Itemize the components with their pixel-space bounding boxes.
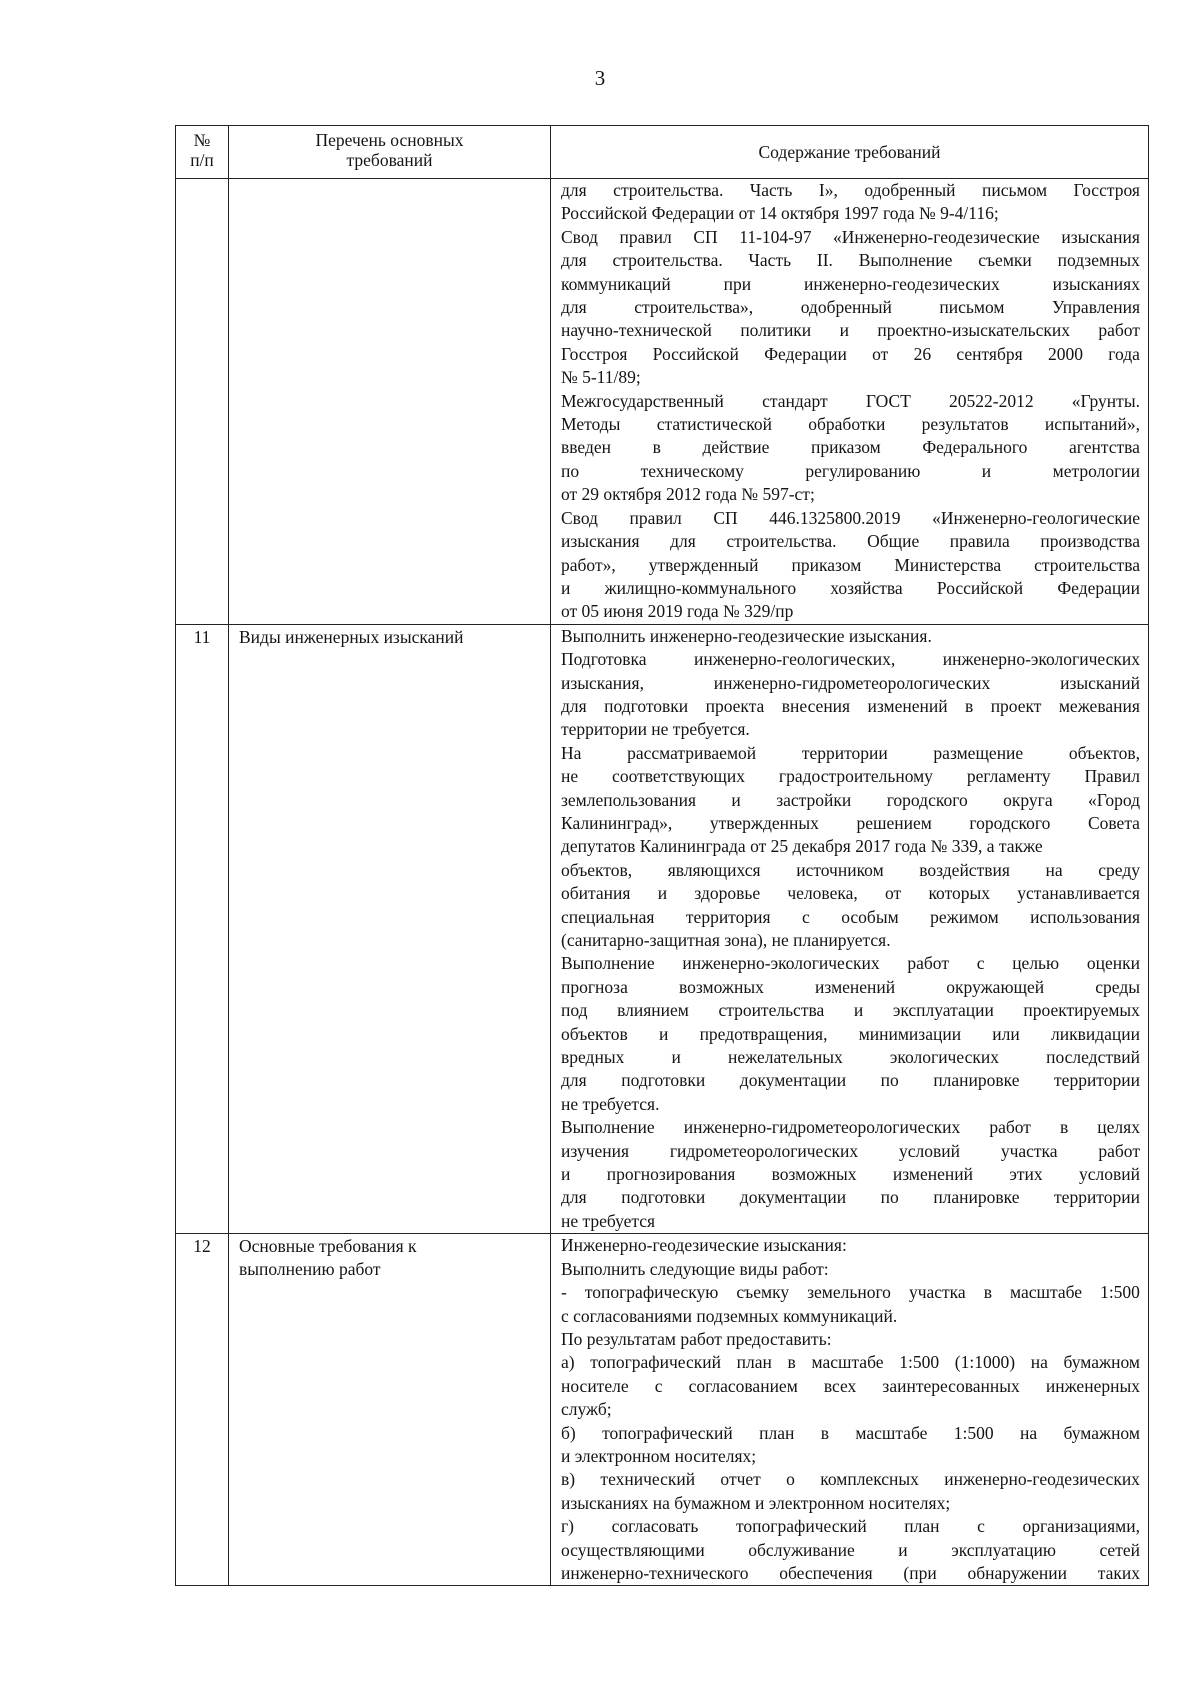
requirements-table [175,125,1149,1586]
content-line: Подготовка инженерно-геологических, инженерно-экологических [561,649,1140,670]
content-line: под влиянием строительства и эксплуатации проектируемых [561,1000,1140,1021]
content-line: от 29 октября 2012 года № 597-ст; [561,484,815,505]
requirement-content [551,624,1149,1234]
content-line: и прогнозирования возможных изменений этих условий [561,1164,1140,1185]
page-number: 3 [594,66,606,90]
content-line: для строительства. Часть II. Выполнение съемки подземных [561,250,1140,271]
content-line: инженерно-технического обеспечения (при обнаружении таких [561,1562,1140,1583]
content-line: По результатам работ предоставить: [561,1328,832,1349]
content-line: Калининград», утвержденных решением городского Совета [561,812,1140,833]
content-line: для подготовки документации по планировке территории [561,1187,1140,1208]
content-line: г) согласовать топографический план с организациями, [561,1516,1140,1537]
content-line: и электронном носителях; [561,1445,757,1466]
content-line: Инженерно-геодезические изыскания: [561,1235,847,1256]
content-line: б) топографический план в масштабе 1:500 на бумажном [561,1422,1140,1443]
table-row [176,179,1149,625]
content-line: а) топографический план в масштабе 1:500 (1:1000) на бумажном [561,1352,1140,1373]
requirement-content [551,179,1149,625]
content-line: (санитарно-защитная зона), не планируется. [561,930,891,950]
content-line: введен в действие приказом Федерального агентства [561,437,1140,458]
content-line: прогноза возможных изменений окружающей среды [561,976,1140,997]
header-num-line: № [193,130,211,150]
row-number [176,179,229,625]
content-line: для строительства. Часть I», одобренный письмом Госстроя [561,180,1140,200]
requirement-content [551,1234,1149,1586]
content-line: изыскания для строительства. Общие правила производства [561,531,1140,552]
content-line: Методы статистической обработки результатов испытаний», [561,414,1140,435]
content-line: в) технический отчет о комплексных инженерно-геодезических [561,1469,1140,1490]
content-line: с согласованиями подземных коммуникаций. [561,1305,898,1326]
content-line: от 05 июня 2019 года № 329/пр [561,601,794,622]
header-num-line: п/п [190,150,214,170]
content-line: На рассматриваемой территории размещение объектов, [561,742,1140,763]
content-line: для строительства», одобренный письмом Управления [561,297,1140,318]
requirement-name [229,624,551,1234]
content-line: Госстроя Российской Федерации от 26 сентября 2000 года [561,343,1140,364]
content-line: изучения гидрометеорологических условий участка работ [561,1140,1140,1161]
content-line: не требуется [561,1210,656,1231]
content-line: вредных и нежелательных экологических последствий [561,1047,1140,1068]
content-line: обитания и здоровье человека, от которых устанавливается [561,883,1140,904]
content-line: и жилищно-коммунального хозяйства Российской Федерации [561,577,1140,598]
content-line: не соответствующих градостроительному регламенту Правил [561,766,1140,787]
requirement-name-line: Виды инженерных изысканий [239,626,464,647]
content-line: для подготовки проекта внесения изменений в проект межевания [561,695,1140,716]
header-name-line: Перечень основных [315,130,464,150]
header-requirements-list [229,126,551,179]
content-line: Выполнить следующие виды работ: [561,1258,829,1279]
row-number: 11 [176,624,229,1234]
content-line: специальная территория с особым режимом использования [561,906,1140,927]
content-line: - топографическую съемку земельного участка в масштабе 1:500 [561,1282,1140,1303]
content-line: Российской Федерации от 14 октября 1997 года № 9-4/116; [561,203,999,224]
row-number: 12 [176,1234,229,1586]
content-line: изыскания, инженерно-гидрометеорологических изысканий [561,672,1140,693]
content-line: осуществляющими обслуживание и эксплуатацию сетей [561,1539,1140,1560]
content-line: изысканиях на бумажном и электронном носителях; [561,1492,951,1513]
content-line: объектов, являющихся источником воздействия на среду [561,859,1140,880]
content-line: № 5-11/89; [561,367,641,388]
table-row [176,1234,1149,1586]
content-line: носителе с согласованием всех заинтересованных инженерных [561,1375,1140,1396]
requirement-name-line: Основные требования к [239,1236,417,1257]
content-line: землепользования и застройки городского округа «Город [561,789,1140,810]
content-line: Свод правил СП 11-104-97 «Инженерно-геодезические изыскания [561,226,1140,247]
content-line: объектов и предотвращения, минимизации или ликвидации [561,1023,1140,1044]
content-line: служб; [561,1399,612,1420]
content-line: Выполнение инженерно-экологических работ с целью оценки [561,953,1140,974]
content-line: депутатов Калининграда от 25 декабря 2017 года № 339, а также [561,836,1043,857]
requirement-name [229,179,551,625]
table-row [176,624,1149,1234]
content-line: Выполнение инженерно-гидрометеорологических работ в целях [561,1117,1140,1138]
content-line: Свод правил СП 446.1325800.2019 «Инженерно-геологические [561,507,1140,528]
content-line: научно-технической политики и проектно-изыскательских работ [561,320,1140,341]
content-line: для подготовки документации по планировке территории [561,1070,1140,1091]
header-name-line: требований [346,150,433,170]
header-content: Содержание требований [551,126,1149,179]
requirement-name-line: выполнению работ [239,1259,381,1280]
requirement-name [229,1234,551,1586]
header-num [176,126,229,179]
table-header-row [176,126,1149,179]
content-line: не требуется. [561,1093,660,1114]
content-line: территории не требуется. [561,719,750,740]
content-line: работ», утвержденный приказом Министерства строительства [561,554,1140,575]
content-line: коммуникаций при инженерно-геодезических изысканиях [561,273,1140,294]
content-line: по техническому регулированию и метрологии [561,460,1140,481]
content-line: Выполнить инженерно-геодезические изыскания. [561,625,932,646]
content-line: Межгосударственный стандарт ГОСТ 20522-2012 «Грунты. [561,390,1140,411]
